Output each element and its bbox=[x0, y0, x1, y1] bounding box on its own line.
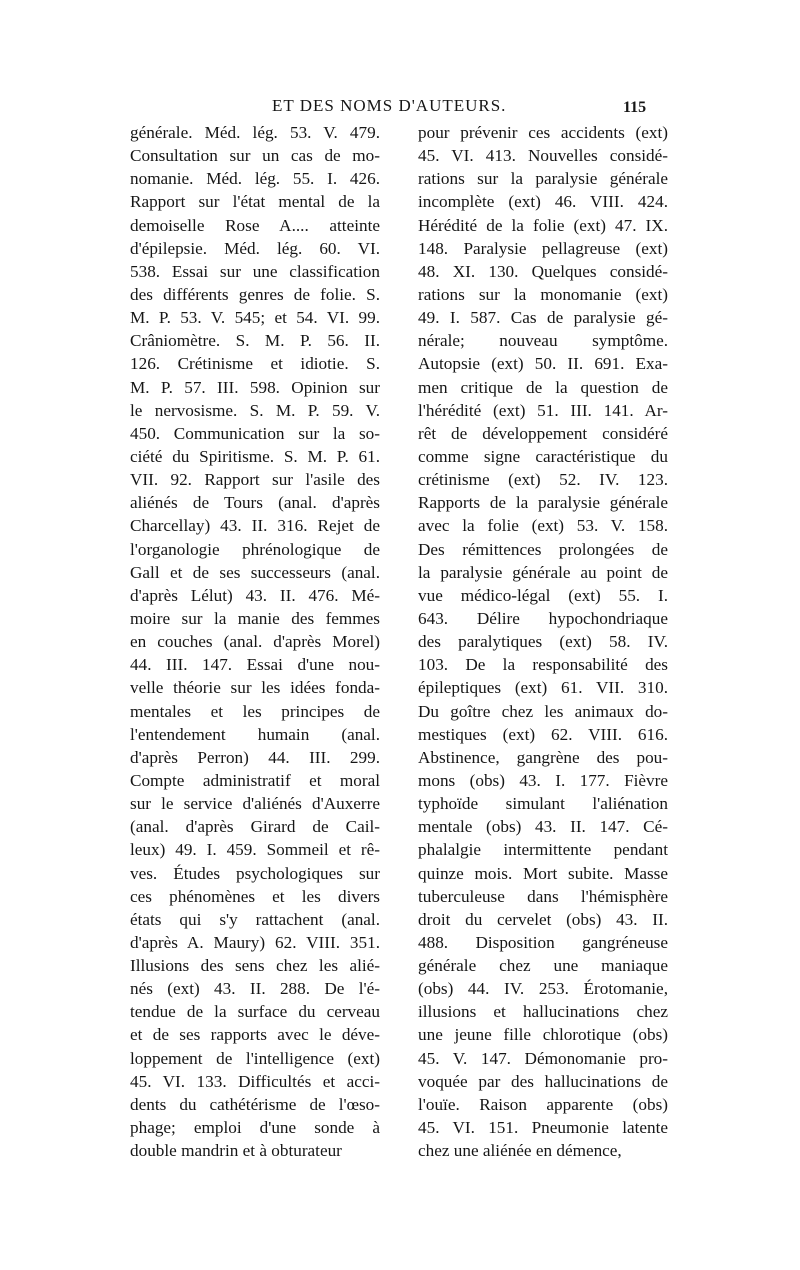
text-line: double mandrin et à obturateur bbox=[130, 1141, 342, 1161]
text-line: Consultation sur un cas de mo- bbox=[130, 146, 380, 166]
text-line: rations sur la paralysie générale bbox=[418, 169, 668, 189]
text-line: 488. Disposition gangréneuse bbox=[418, 932, 668, 952]
text-line: (obs) 44. IV. 253. Érotomanie, bbox=[418, 979, 668, 999]
text-line: une jeune fille chlorotique (obs) bbox=[418, 1025, 668, 1045]
text-line: illusions et hallucinations chez bbox=[418, 1002, 668, 1022]
text-line: pour prévenir ces accidents (ext) bbox=[418, 123, 668, 142]
text-line: tuberculeuse dans l'hémisphère bbox=[418, 886, 668, 906]
text-line: VII. 92. Rapport sur l'asile des bbox=[130, 470, 380, 490]
text-line: vue médico-légal (ext) 55. I. bbox=[418, 585, 668, 605]
text-line: rations sur la monomanie (ext) bbox=[418, 284, 668, 304]
text-line: Crâniomètre. S. M. P. 56. II. bbox=[130, 331, 380, 351]
text-line: demoiselle Rose A.... atteinte bbox=[130, 215, 380, 235]
text-line: sur le service d'aliénés d'Auxerre bbox=[130, 794, 380, 814]
text-line: 45. VI. 151. Pneumonie latente bbox=[418, 1118, 668, 1138]
text-line: d'après A. Maury) 62. VIII. 351. bbox=[130, 932, 380, 952]
text-line: 643. Délire hypochondriaque bbox=[418, 608, 668, 628]
text-line: Rapport sur l'état mental de la bbox=[130, 192, 380, 212]
text-line: men critique de la question de bbox=[418, 377, 668, 397]
text-line: le nervosisme. S. M. P. 59. V. bbox=[130, 400, 380, 420]
text-line: Compte administratif et moral bbox=[130, 770, 380, 790]
text-line: 49. I. 587. Cas de paralysie gé- bbox=[418, 308, 668, 328]
text-line: mons (obs) 43. I. 177. Fièvre bbox=[418, 770, 668, 790]
text-line: Charcellay) 43. II. 316. Rejet de bbox=[130, 516, 380, 536]
text-line: d'épilepsie. Méd. lég. 60. VI. bbox=[130, 238, 380, 258]
text-line: ciété du Spiritisme. S. M. P. 61. bbox=[130, 446, 380, 466]
text-line: générale chez une maniaque bbox=[418, 956, 668, 976]
text-line: typhoïde simulant l'aliénation bbox=[418, 794, 668, 814]
text-line: chez une aliénée en démence, bbox=[418, 1141, 622, 1161]
text-line: mestiques (ext) 62. VIII. 616. bbox=[418, 724, 668, 744]
text-line: 538. Essai sur une classification bbox=[130, 261, 380, 281]
text-line: 45. VI. 133. Difficultés et acci- bbox=[130, 1071, 380, 1091]
text-line: l'organologie phrénologique de bbox=[130, 539, 380, 559]
text-line: Rapports de la paralysie générale bbox=[418, 493, 668, 513]
text-line: incomplète (ext) 46. VIII. 424. bbox=[418, 192, 668, 212]
text-line: Des rémittences prolongées de bbox=[418, 539, 668, 559]
text-line: comme signe caractéristique du bbox=[418, 446, 668, 466]
text-line: 44. III. 147. Essai d'une nou- bbox=[130, 655, 380, 675]
text-line: 450. Communication sur la so- bbox=[130, 423, 380, 443]
text-line: quinze mois. Mort subite. Masse bbox=[418, 863, 668, 883]
text-line: 45. VI. 413. Nouvelles considé- bbox=[418, 146, 668, 166]
text-line: la paralysie générale au point de bbox=[418, 562, 668, 582]
text-line: 126. Crétinisme et idiotie. S. bbox=[130, 354, 380, 374]
running-header: ET DES NOMS D'AUTEURS. bbox=[272, 96, 507, 115]
text-line: 48. XI. 130. Quelques considé- bbox=[418, 261, 668, 281]
text-line: Hérédité de la folie (ext) 47. IX. bbox=[418, 215, 668, 235]
text-line: dents du cathétérisme de l'œso- bbox=[130, 1094, 380, 1114]
text-line: (anal. d'après Girard de Cail- bbox=[130, 817, 380, 837]
text-line: Abstinence, gangrène des pou- bbox=[418, 747, 668, 767]
text-line: moire sur la manie des femmes bbox=[130, 608, 380, 628]
text-line: M. P. 53. V. 545; et 54. VI. 99. bbox=[130, 308, 380, 328]
text-line: avec la folie (ext) 53. V. 158. bbox=[418, 516, 668, 536]
text-line: et de ses rapports avec le déve- bbox=[130, 1025, 380, 1045]
text-line: l'entendement humain (anal. bbox=[130, 724, 380, 744]
text-line: nérale; nouveau symptôme. bbox=[418, 331, 668, 351]
text-line: des différents genres de folie. S. bbox=[130, 284, 380, 304]
text-line: velle théorie sur les idées fonda- bbox=[130, 678, 380, 698]
text-line: l'ouïe. Raison apparente (obs) bbox=[418, 1094, 668, 1114]
text-line: droit du cervelet (obs) 43. II. bbox=[418, 909, 668, 929]
text-line: voquée par des hallucinations de bbox=[418, 1071, 668, 1091]
text-line: M. P. 57. III. 598. Opinion sur bbox=[130, 377, 380, 397]
text-line: 103. De la responsabilité des bbox=[418, 655, 668, 675]
right-text-column bbox=[418, 121, 668, 1162]
text-line: l'hérédité (ext) 51. III. 141. Ar- bbox=[418, 400, 668, 420]
text-line: leux) 49. I. 459. Sommeil et rê- bbox=[130, 840, 380, 860]
text-line: Autopsie (ext) 50. II. 691. Exa- bbox=[418, 354, 668, 374]
text-line: loppement de l'intelligence (ext) bbox=[130, 1048, 380, 1068]
left-text-column bbox=[130, 121, 380, 1162]
text-line: nomanie. Méd. lég. 55. I. 426. bbox=[130, 169, 380, 189]
text-line: rêt de développement considéré bbox=[418, 423, 668, 443]
text-line: phalalgie intermittente pendant bbox=[418, 840, 668, 860]
text-line: nés (ext) 43. II. 288. De l'é- bbox=[130, 979, 380, 999]
text-line: ces phénomènes et les divers bbox=[130, 886, 380, 906]
text-line: crétinisme (ext) 52. IV. 123. bbox=[418, 470, 668, 490]
text-line: générale. Méd. lég. 53. V. 479. bbox=[130, 123, 380, 142]
text-line: tendue de la surface du cerveau bbox=[130, 1002, 380, 1022]
text-line: en couches (anal. d'après Morel) bbox=[130, 632, 380, 652]
text-line: Illusions des sens chez les alié- bbox=[130, 956, 380, 976]
text-line: aliénés de Tours (anal. d'après bbox=[130, 493, 380, 513]
page-number: 115 bbox=[623, 99, 647, 116]
text-line: 148. Paralysie pellagreuse (ext) bbox=[418, 238, 668, 258]
text-line: états qui s'y rattachent (anal. bbox=[130, 909, 380, 929]
text-line: des paralytiques (ext) 58. IV. bbox=[418, 632, 668, 652]
text-line: mentale (obs) 43. II. 147. Cé- bbox=[418, 817, 668, 837]
text-line: épileptiques (ext) 61. VII. 310. bbox=[418, 678, 668, 698]
text-line: Du goître chez les animaux do- bbox=[418, 701, 668, 721]
text-line: d'après Perron) 44. III. 299. bbox=[130, 747, 380, 767]
text-line: phage; emploi d'une sonde à bbox=[130, 1118, 380, 1138]
text-line: Gall et de ses successeurs (anal. bbox=[130, 562, 380, 582]
text-line: d'après Lélut) 43. II. 476. Mé- bbox=[130, 585, 380, 605]
text-line: ves. Études psychologiques sur bbox=[130, 863, 380, 883]
text-line: mentales et les principes de bbox=[130, 701, 380, 721]
text-line: 45. V. 147. Démonomanie pro- bbox=[418, 1048, 668, 1068]
